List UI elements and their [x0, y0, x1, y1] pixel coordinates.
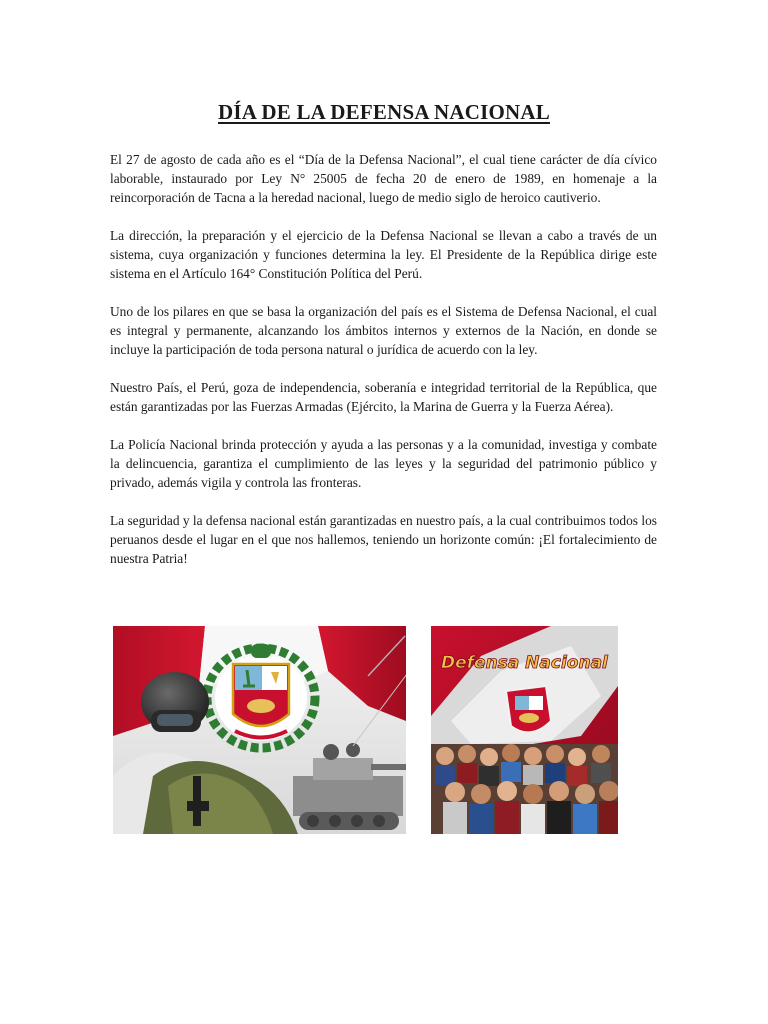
defensa-nacional-banner: Defensa Nacional	[441, 653, 608, 673]
defensa-nacional-illustration	[431, 626, 618, 834]
paragraph-4: Nuestro País, el Perú, goza de independencia, soberanía e integridad territorial de la República, que están garantizadas por las Fuerzas Armadas (Ejército, la Marina de Guerra y la Fuerza Aérea).	[110, 380, 657, 414]
armed-forces-illustration	[113, 626, 406, 834]
paragraph-1: El 27 de agosto de cada año es el “Día de la Defensa Nacional”, el cual tiene carácter de día cívico laborable, instaurado por Ley N° 25005 de fecha 20 de enero de 1989, en homenaje a la reincorporación de Tacna a la heredad nacional, luego de medio siglo de heroico cautiverio.	[110, 152, 657, 205]
defensa-nacional-picture	[431, 626, 618, 834]
coat-of-arms-icon	[506, 686, 551, 732]
paragraph-2: La dirección, la preparación y el ejercicio de la Defensa Nacional se llevan a cabo a través de un sistema, cuya organización y funciones determina la ley. El Presidente de la República dirige este sistema en el Artículo 164° Constitución Política del Perú.	[110, 228, 657, 281]
crowd-icon	[431, 744, 618, 834]
armed-forces-picture	[113, 626, 406, 834]
paragraph-5: La Policía Nacional brinda protección y ayuda a las personas y a la comunidad, investiga y combate la delincuencia, garantiza el cumplimiento de las leyes y la seguridad del patrimonio público y privado, además vigila y controla las fronteras.	[110, 437, 657, 490]
document-title: DÍA DE LA DEFENSA NACIONAL	[218, 100, 550, 124]
document-body	[110, 150, 657, 587]
paragraph-6: La seguridad y la defensa nacional están garantizadas en nuestro país, a la cual contribuimos todos los peruanos desde el lugar en el que nos hallemos, teniendo un horizonte común: ¡El fortalecimiento de nuestra Patria!	[110, 513, 657, 566]
paragraph-3: Uno de los pilares en que se basa la organización del país es el Sistema de Defensa Nacional, el cual es integral y permanente, alcanzando los ámbitos internos y externos de la Nación, en donde se incluye la participación de toda persona natural o jurídica de acuerdo con la ley.	[110, 304, 657, 357]
